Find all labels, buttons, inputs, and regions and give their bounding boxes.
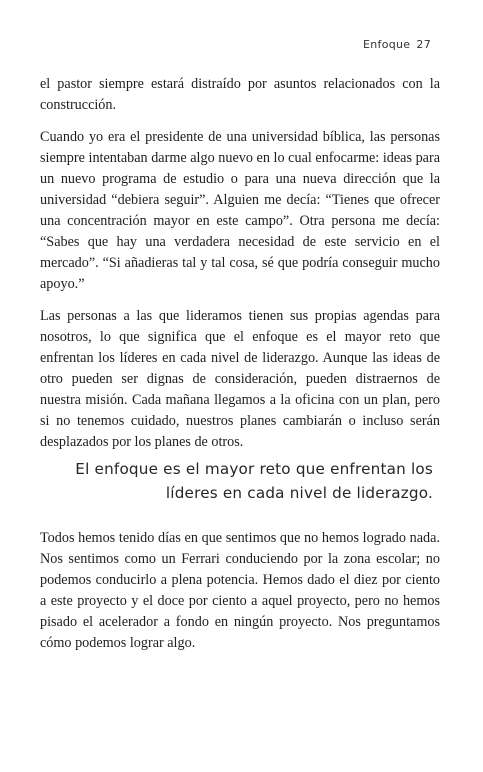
paragraph: Las personas a las que lideramos tienen sus propias agendas para nosotros, lo que significa que el enfoque es el mayor reto que enfrentan los líderes en cada nivel de liderazgo. Aunque las ideas de otro pueden ser dignas de consideración, pueden distraernos de nuestra misión. Cada mañana llegamos a la oficina con un plan, pero si no tenemos cuidado, nuestros planes cambiarán o incluso serán desplazados por los planes de otros. [40,308,440,450]
body-text-top [40,74,440,464]
section-title: Enfoque [363,38,411,51]
page-number: 27 [416,38,431,51]
paragraph: Cuando yo era el presidente de una universidad bíblica, las personas siempre intentaban darme algo nuevo en lo cual enfocarme: ideas para un nuevo programa de estudio o para una nueva dirección que la universidad “debiera seguir”. Alguien me decía: “Tienes que ofrecer una concentración mayor en este campo”. Otra persona me decía: “Sabes que hay una verdadera necesidad de este servicio en el mercado”. “Si añadieras tal y tal cosa, sé que podría conseguir mucho apoyo.” [40,129,440,292]
paragraph: el pastor siempre estará distraído por asuntos relacionados con la construcción. [40,76,440,113]
pull-quote: El enfoque es el mayor reto que enfrentan los líderes en cada nivel de liderazgo. [75,460,433,502]
paragraph: Todos hemos tenido días en que sentimos que no hemos logrado nada. Nos sentimos como un Ferrari conduciendo por la zona escolar; no podemos conducirlo a plena potencia. Hemos dado el diez por ciento a este proyecto y el doce por ciento a aquel proyecto, pero no hemos pisado el acelerador a fondo en ningún proyecto. Nos preguntamos cómo podemos lograr algo. [40,530,440,651]
body-text-bottom [40,528,440,665]
running-head [363,38,431,51]
